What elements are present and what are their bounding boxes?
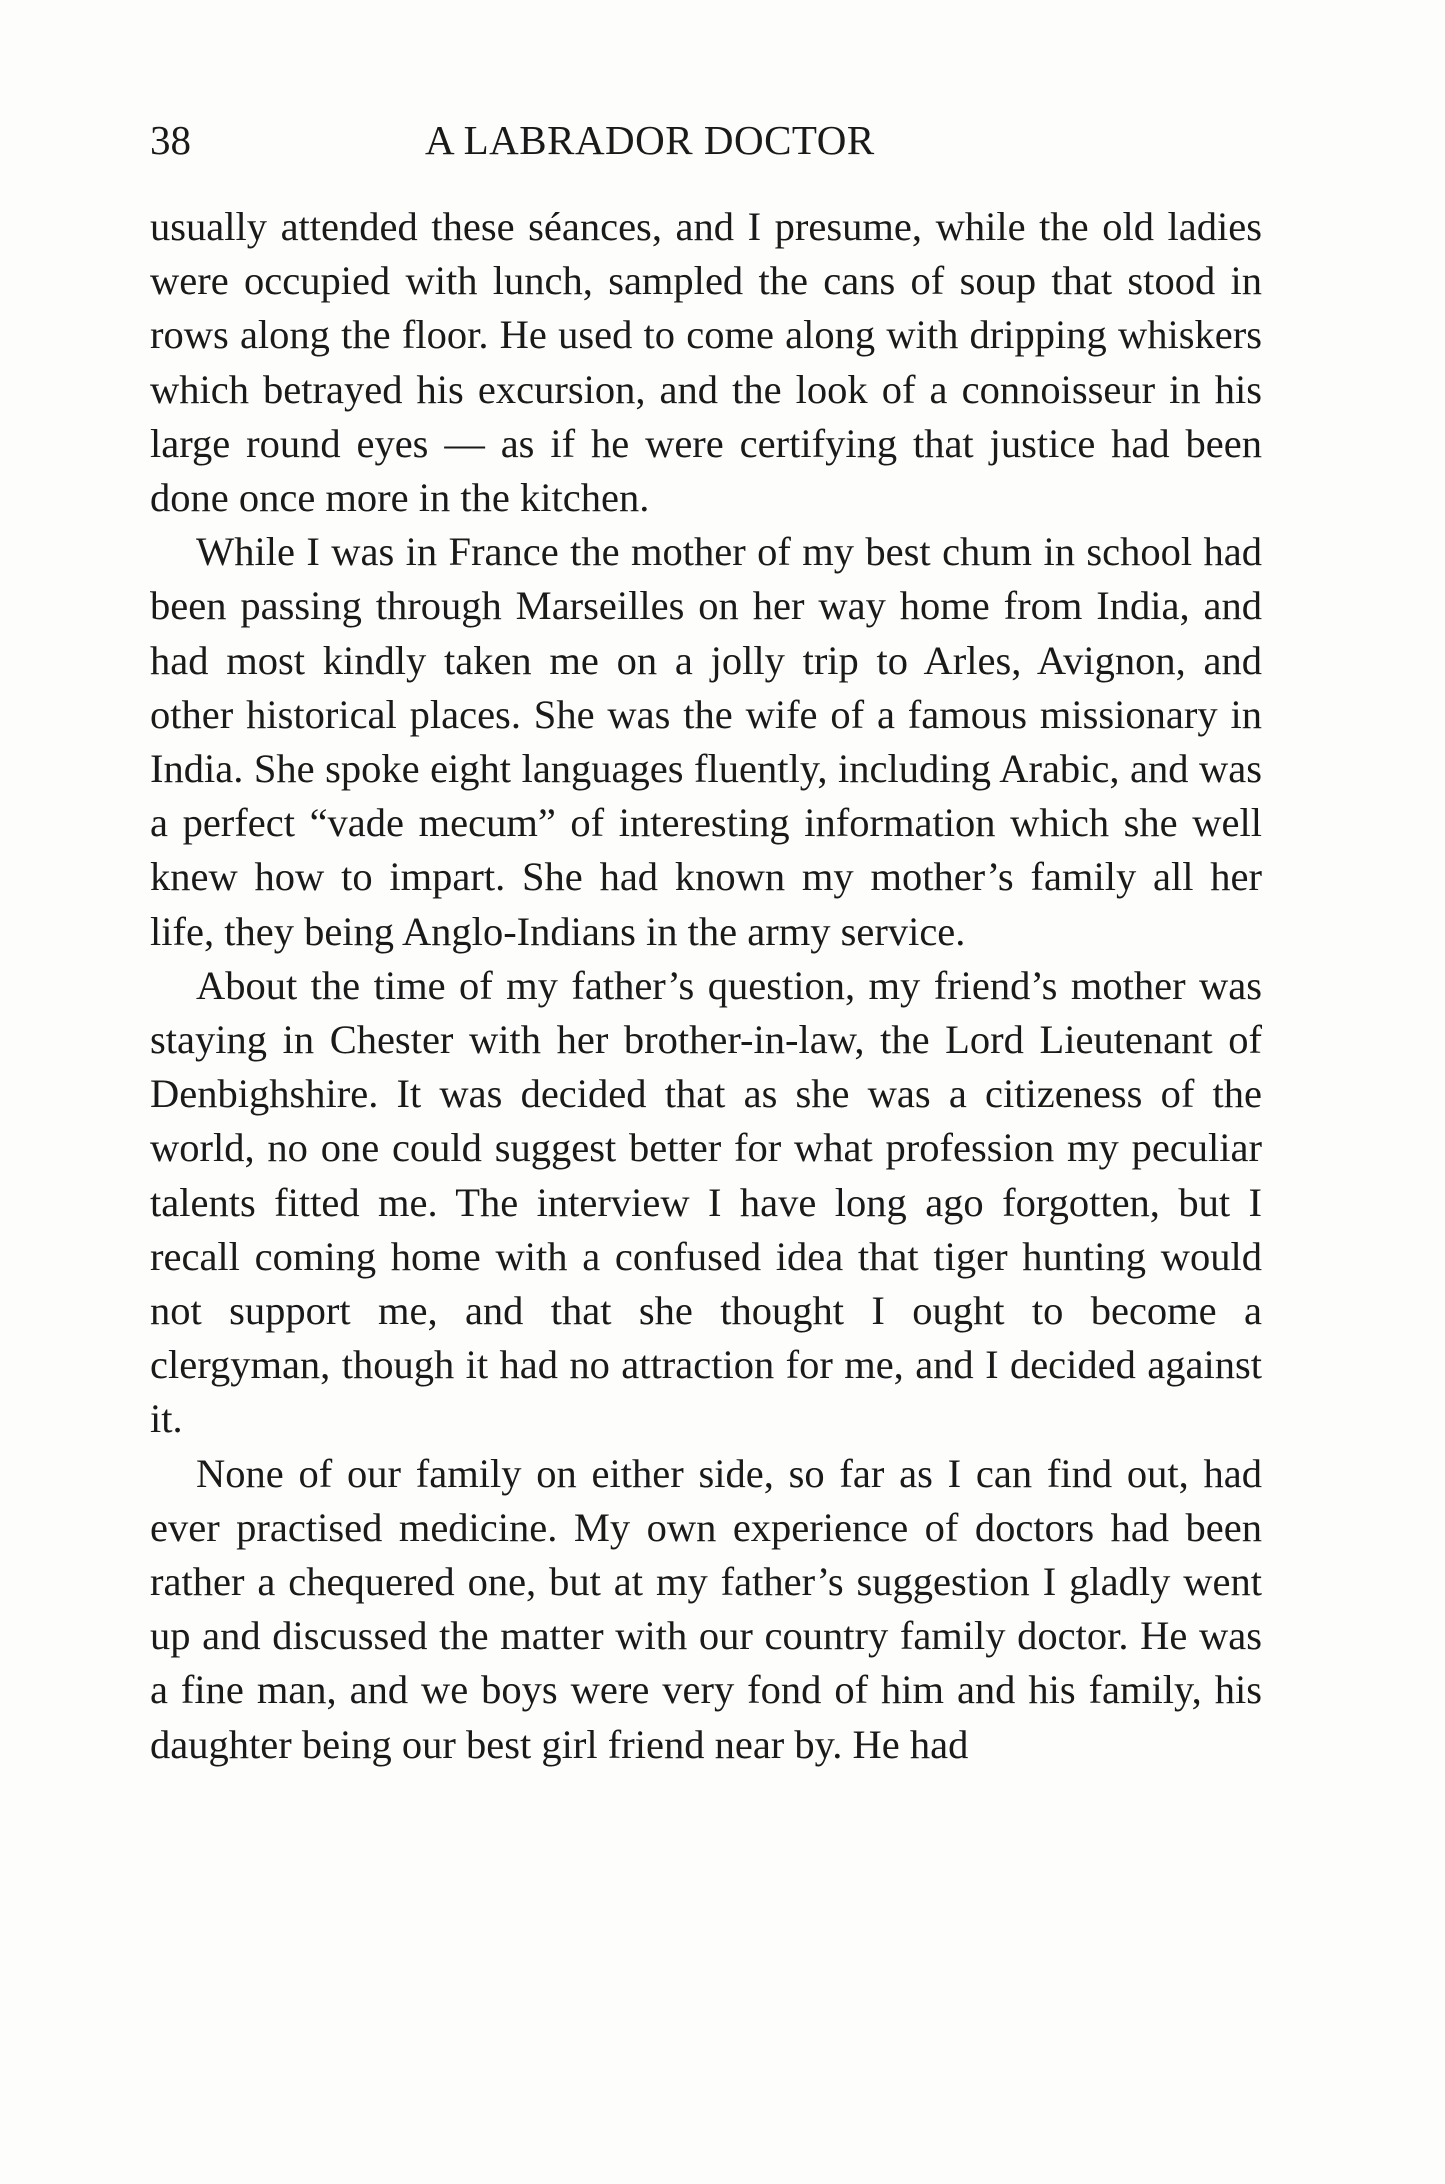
running-head: [150, 112, 1270, 168]
paragraph-chester: About the time of my father’s question, my friend’s mother was staying in Chester with her brother-in-law, the Lord Lieutenant of Denbighshire. It was decided that as she was a citizeness of the world, no one could suggest better for what profession my peculiar talents fitted me. The interview I have long ago forgotten, but I recall coming home with a confused idea that tiger hunting would not support me, and that she thought I ought to become a clergyman, though it had no attraction for me, and I decided against it.: [150, 962, 1262, 1442]
paragraph-france-trip: While I was in France the mother of my best chum in school had been passing through Marseilles on her way home from India, and had most kindly taken me on a jolly trip to Arles, Avignon, and other historical places. She was the wife of a famous missionary in India. She spoke eight languages fluently, including Arabic, and was a perfect “vade mecum” of interesting information which she well knew how to impart. She had known my mother’s family all her life, they being Anglo-Indians in the army service.: [150, 529, 1262, 954]
paragraph-continued: usually attended these séances, and I presume, while the old ladies were occupied with lunch, sampled the cans of soup that stood in rows along the floor. He used to come along with dripping whiskers which betrayed his excursion, and the look of a connoisseur in his large round eyes — as if he were certifying that justice had been done once more in the kitchen.: [150, 204, 1262, 521]
running-title: A LABRADOR DOCTOR: [425, 117, 875, 163]
page-number: 38: [150, 117, 191, 163]
body-text: [150, 200, 1262, 1772]
paragraph-medicine: None of our family on either side, so far as I can find out, had ever practised medicine. My own experience of doctors had been rather a chequered one, but at my father’s suggestion I gladly went up and discussed the matter with our country family doctor. He was a fine man, and we boys were very fond of him and his family, his daughter being our best girl friend near by. He had: [150, 1450, 1262, 1767]
